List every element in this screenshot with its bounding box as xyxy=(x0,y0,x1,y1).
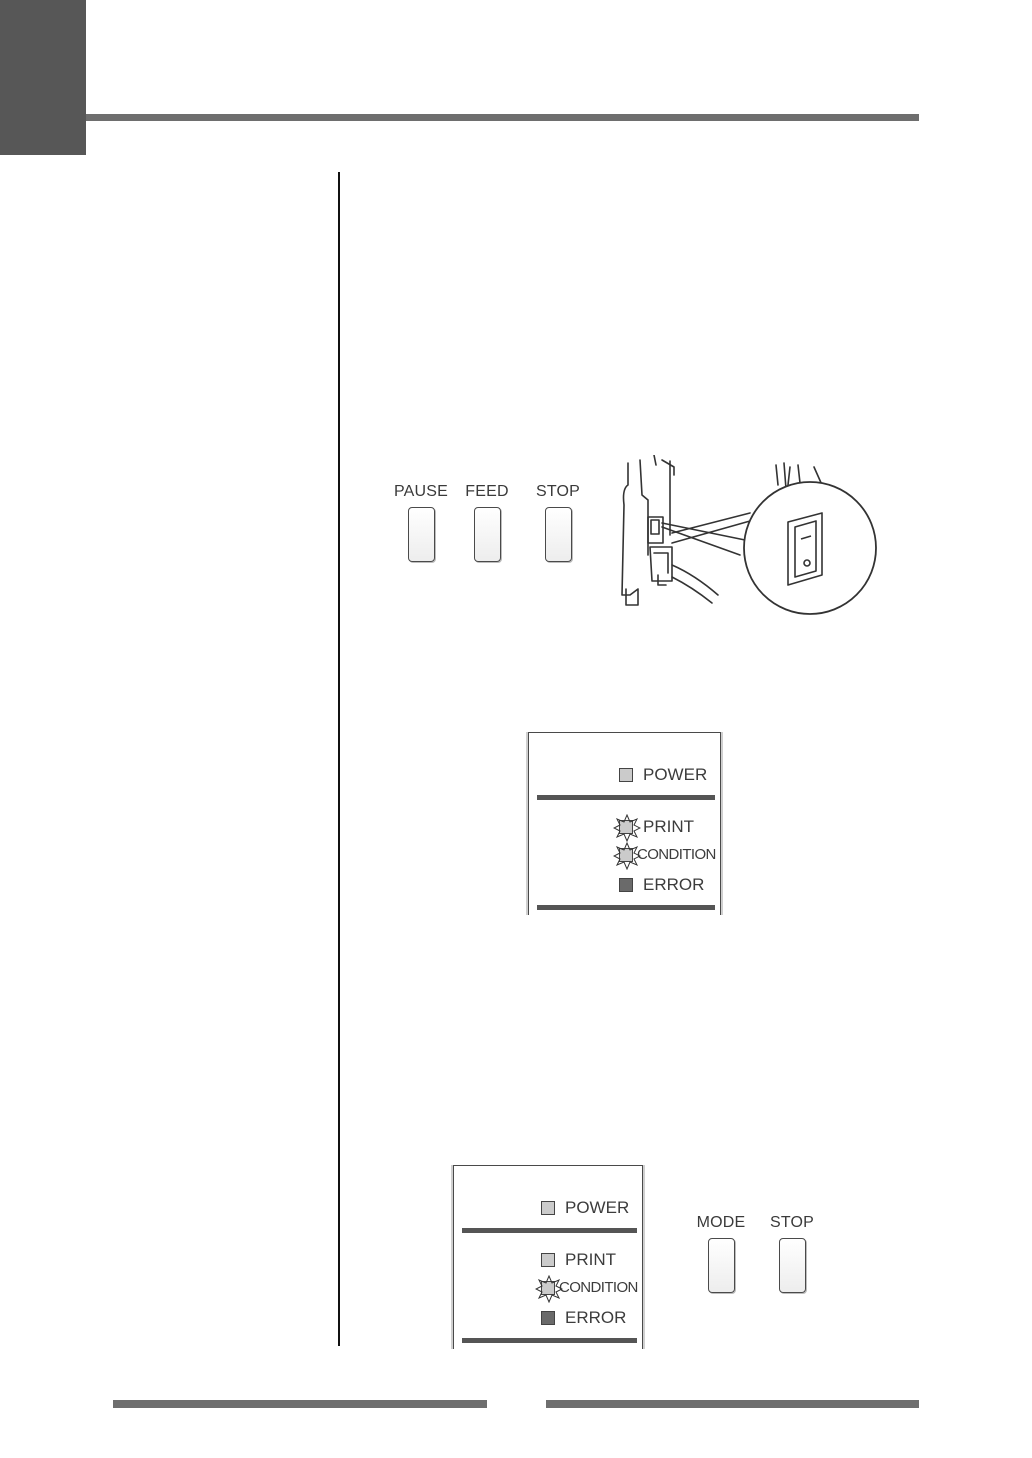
error-led-row xyxy=(619,875,704,895)
print-led-label: PRINT xyxy=(643,817,694,836)
power-led xyxy=(619,768,633,782)
feed-label: FEED xyxy=(465,483,509,500)
blink-icon xyxy=(613,814,641,842)
stop-button[interactable] xyxy=(779,1238,806,1293)
panel-divider xyxy=(537,905,715,910)
stop-label: STOP xyxy=(535,483,581,500)
power-switch-illustration xyxy=(600,455,890,625)
column-divider xyxy=(338,172,340,1346)
stop-button[interactable] xyxy=(545,507,572,562)
feed-button[interactable] xyxy=(474,507,501,562)
mode-button[interactable] xyxy=(708,1238,735,1293)
condition-led-label: CONDITION xyxy=(637,846,716,863)
header-rule xyxy=(86,114,919,121)
panel-divider xyxy=(537,795,715,800)
power-led-row xyxy=(619,765,707,785)
pause-button-group xyxy=(388,483,454,562)
condition-led-row xyxy=(541,1279,638,1296)
pause-label: PAUSE xyxy=(393,483,449,500)
print-led-label: PRINT xyxy=(565,1250,616,1269)
pause-button[interactable] xyxy=(408,507,435,562)
error-led-label: ERROR xyxy=(565,1308,627,1327)
condition-led-blinking xyxy=(541,1281,555,1295)
mode-button-group xyxy=(690,1214,752,1293)
condition-led-blinking xyxy=(619,848,633,862)
feed-button-group xyxy=(458,483,516,562)
print-led-row xyxy=(619,817,694,837)
mode-label: MODE xyxy=(696,1214,746,1231)
chapter-tab xyxy=(0,0,86,155)
error-led xyxy=(619,878,633,892)
error-led xyxy=(541,1311,555,1325)
error-led-row xyxy=(541,1308,626,1328)
print-led-row xyxy=(541,1250,616,1270)
print-led-blinking xyxy=(619,820,633,834)
power-led xyxy=(541,1201,555,1215)
stop-button-group-2 xyxy=(763,1214,821,1293)
stop-button-group xyxy=(529,483,587,562)
condition-led-label: CONDITION xyxy=(559,1279,638,1296)
footer-rule-right xyxy=(546,1400,919,1408)
led-panel-1 xyxy=(528,732,721,915)
stop-label: STOP xyxy=(769,1214,815,1231)
power-led-label: POWER xyxy=(565,1198,630,1217)
error-led-label: ERROR xyxy=(643,875,705,894)
led-panel-2 xyxy=(453,1165,643,1349)
power-led-label: POWER xyxy=(643,765,708,784)
condition-led-row xyxy=(619,846,716,863)
print-led xyxy=(541,1253,555,1267)
panel-divider xyxy=(462,1228,637,1233)
panel-divider xyxy=(462,1338,637,1343)
footer-rule-left xyxy=(113,1400,487,1408)
power-led-row xyxy=(541,1198,629,1218)
